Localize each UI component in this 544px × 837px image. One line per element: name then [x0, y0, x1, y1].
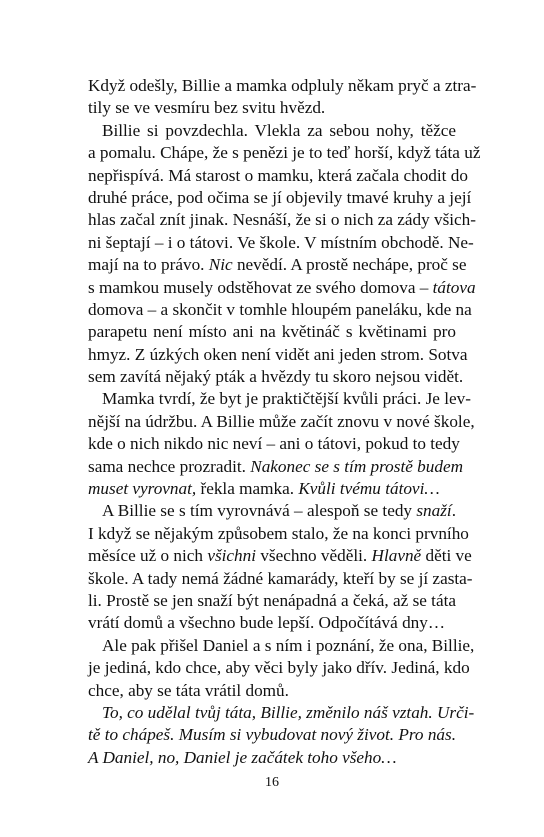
text-segment: řekla mamka.	[196, 479, 299, 499]
text-line	[88, 165, 468, 187]
text-segment: kde o nich nikdo nic neví – ani o tátovi, pokud to tedy	[88, 434, 460, 454]
text-segment: všichni	[207, 546, 257, 566]
text-line	[88, 232, 474, 254]
text-line	[88, 500, 456, 522]
text-line	[88, 433, 460, 455]
text-line	[88, 344, 468, 366]
text-line	[88, 321, 456, 343]
text-segment: sem zavítá nějaký pták a hvězdy tu skoro nejsou vidět.	[88, 367, 464, 387]
text-line	[88, 75, 477, 97]
text-line	[88, 277, 476, 299]
text-line	[88, 523, 469, 545]
text-line	[88, 747, 456, 769]
text-segment: nější na údržbu. A Billie může začít znovu v nové škole,	[88, 411, 475, 431]
text-segment: A Billie se s tím vyrovnává – alespoň se tedy	[102, 501, 417, 521]
text-segment: nepřispívá. Má starost o mamku, která začala chodit do	[88, 165, 468, 185]
text-line	[88, 724, 456, 746]
text-line	[88, 411, 475, 433]
text-segment: Nakonec se s tím prostě budem	[250, 456, 463, 476]
text-line	[88, 702, 475, 724]
text-segment: sama nechce prozradit.	[88, 456, 251, 476]
text-segment: měsíce už o nich	[88, 546, 208, 566]
text-segment: nevědí. A prostě nechápe, proč se	[232, 255, 467, 275]
text-line	[88, 478, 456, 500]
text-line	[88, 97, 456, 119]
text-segment: Kvůli tvému tátovi…	[298, 479, 440, 499]
text-segment: li. Prostě se jen snaží být nenápadná a čeká, až se táta	[88, 590, 456, 610]
text-segment: všechno věděli.	[256, 546, 372, 566]
text-line	[88, 590, 456, 612]
text-segment: A Daniel, no, Daniel je začátek toho všeho…	[88, 747, 397, 767]
text-line	[88, 635, 475, 657]
text-line	[88, 142, 481, 164]
text-segment: mají na to právo.	[88, 255, 209, 275]
text-segment: parapetu není místo ani na květináč s květinami pro	[88, 322, 456, 342]
text-line	[88, 187, 472, 209]
text-line	[88, 612, 456, 634]
text-segment: .	[451, 501, 456, 521]
text-segment: tě to chápeš. Musím si vybudovat nový život. Pro nás.	[88, 725, 456, 745]
text-segment: Nic	[208, 255, 233, 275]
text-line	[88, 568, 473, 590]
text-segment: Ale pak přišel Daniel a s ním i poznání, že ona, Billie,	[102, 635, 475, 655]
text-segment: Když odešly, Billie a mamka odpluly někam pryč a ztra-	[88, 76, 477, 95]
text-segment: I když se nějakým způsobem stalo, že na konci prvního	[88, 523, 469, 543]
text-segment: Hlavně	[371, 546, 422, 566]
text-segment: muset vyrovnat,	[88, 479, 197, 499]
text-segment: domova – a skončit v tomhle hloupém paneláku, kde na	[88, 299, 472, 319]
text-line	[88, 299, 472, 321]
text-line	[88, 366, 464, 388]
text-line	[88, 209, 477, 231]
text-segment: hmyz. Z úzkých oken není vidět ani jeden strom. Sotva	[88, 344, 468, 364]
text-segment: děti ve	[421, 546, 472, 566]
page-number: 16	[265, 775, 279, 790]
text-line	[88, 456, 463, 478]
text-line	[88, 680, 456, 702]
text-segment: snaží	[416, 501, 452, 521]
text-line	[88, 545, 472, 567]
text-line	[88, 388, 471, 410]
text-line	[88, 120, 456, 142]
text-segment: Mamka tvrdí, že byt je praktičtější kvůli práci. Je lev-	[102, 389, 471, 409]
text-segment: hlas začal znít jinak. Nesnáší, že si o nich za zády všich-	[88, 210, 477, 230]
page-text	[88, 75, 481, 769]
text-segment: škole. A tady nemá žádné kamarády, kteří by se jí zasta-	[88, 568, 473, 588]
text-segment: s mamkou musely odstěhovat ze svého domova –	[88, 277, 433, 297]
text-line	[88, 254, 467, 276]
text-line	[88, 657, 470, 679]
text-segment: tátova	[432, 277, 476, 297]
text-segment: Billie si povzdechla. Vlekla za sebou nohy, těžce	[102, 120, 456, 140]
text-segment: je jediná, kdo chce, aby věci byly jako dřív. Jediná, kdo	[88, 658, 470, 678]
text-segment: tily se ve vesmíru bez svitu hvězd.	[88, 98, 326, 118]
text-segment: vrátí domů a všechno bude lepší. Odpočítává dny…	[88, 613, 446, 633]
text-segment: chce, aby se táta vrátil domů.	[88, 680, 289, 700]
text-segment: To, co udělal tvůj táta, Billie, změnilo náš vztah. Urči-	[102, 702, 475, 722]
text-segment: druhé práce, pod očima se jí objevily tmavé kruhy a její	[88, 187, 472, 207]
text-segment: ni šeptají – i o tátovi. Ve škole. V místním obchodě. Ne-	[88, 232, 474, 252]
text-segment: a pomalu. Chápe, že s penězi je to teď horší, když táta už	[88, 143, 481, 163]
